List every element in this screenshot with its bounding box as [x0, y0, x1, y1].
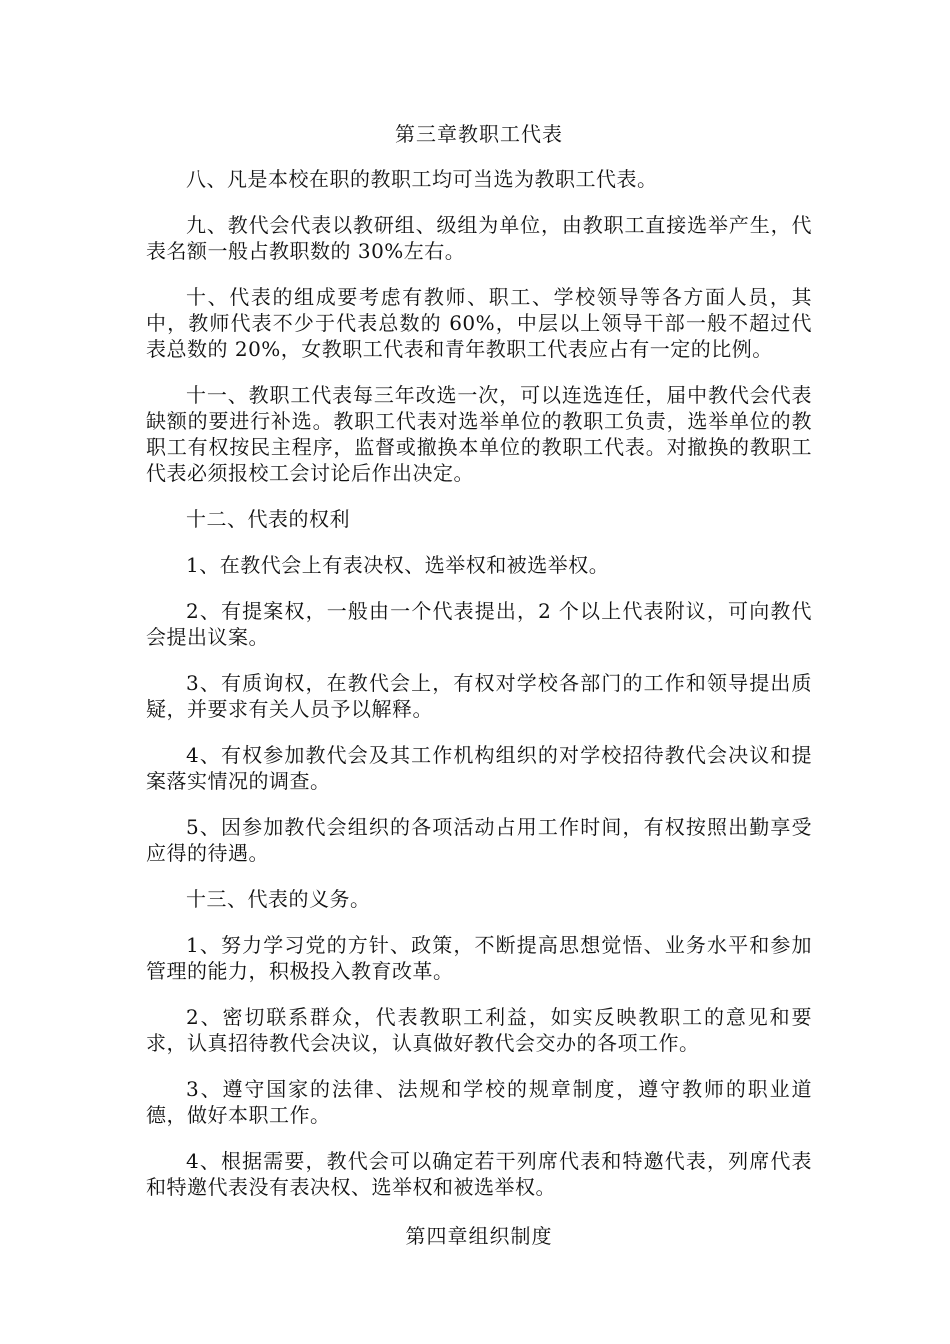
- duty-item-4: 4、根据需要，教代会可以确定若干列席代表和特邀代表，列席代表和特邀代表没有表决权、选举权和被选举权。: [146, 1149, 812, 1199]
- article-13-heading: 十三、代表的义务。: [186, 887, 371, 911]
- right-item-5: 5、因参加教代会组织的各项活动占用工作时间，有权按照出勤享受应得的待遇。: [146, 815, 812, 865]
- duty-item-1: 1、努力学习党的方针、政策，不断提高思想觉悟、业务水平和参加管理的能力，积极投入教育改革。: [146, 933, 812, 983]
- chapter-4-title: 第四章组织制度: [405, 1224, 553, 1248]
- right-item-4: 4、有权参加教代会及其工作机构组织的对学校招待教代会决议和提案落实情况的调查。: [146, 743, 812, 793]
- article-11: 十一、教职工代表每三年改选一次，可以连选连任，届中教代会代表缺额的要进行补选。教职工代表对选举单位的教职工负责，选举单位的教职工有权按民主程序，监督或撤换本单位的教职工代表。对撤换的教职工代表必须报校工会讨论后作出决定。: [146, 383, 812, 485]
- chapter-3-title: 第三章教职工代表: [395, 122, 563, 146]
- duty-item-2: 2、密切联系群众，代表教职工利益，如实反映教职工的意见和要求，认真招待教代会决议，认真做好教代会交办的各项工作。: [146, 1005, 812, 1055]
- right-item-2: 2、有提案权，一般由一个代表提出，2 个以上代表附议，可向教代会提出议案。: [146, 599, 812, 649]
- article-12-heading: 十二、代表的权利: [186, 507, 350, 531]
- right-item-3: 3、有质询权，在教代会上，有权对学校各部门的工作和领导提出质疑，并要求有关人员予以解释。: [146, 671, 812, 721]
- article-9: 九、教代会代表以教研组、级组为单位，由教职工直接选举产生，代表名额一般占教职数的 30%左右。: [146, 213, 812, 263]
- document-body: [146, 118, 812, 1252]
- article-8: 八、凡是本校在职的教职工均可当选为教职工代表。: [186, 167, 658, 191]
- right-item-1: 1、在教代会上有表决权、选举权和被选举权。: [186, 553, 610, 577]
- duty-item-3: 3、遵守国家的法律、法规和学校的规章制度，遵守教师的职业道德，做好本职工作。: [146, 1077, 812, 1127]
- article-10: 十、代表的组成要考虑有教师、职工、学校领导等各方面人员，其中，教师代表不少于代表总数的 60%，中层以上领导干部一般不超过代表总数的 20%，女教职工代表和青年教职工代表应占有一定的比例。: [146, 285, 812, 361]
